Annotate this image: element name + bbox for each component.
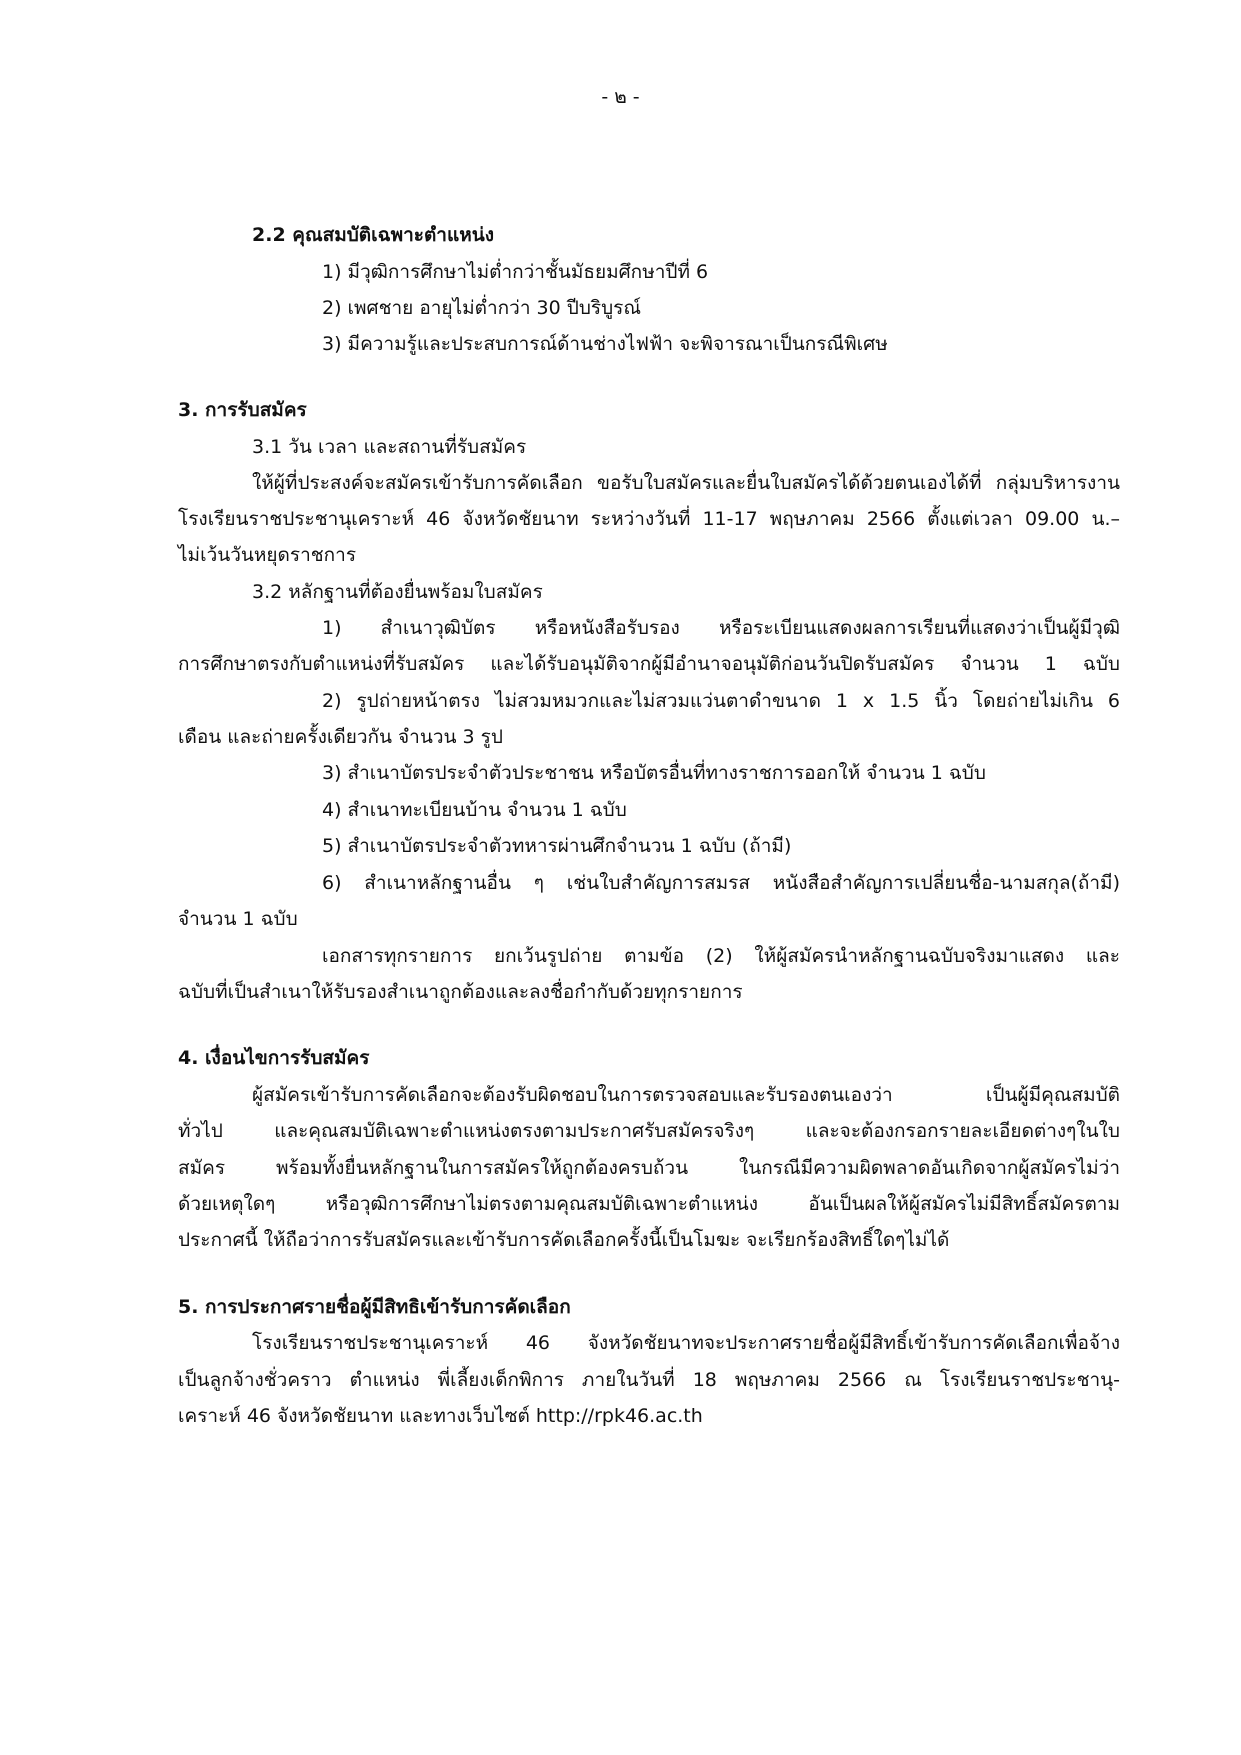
announcement-paragraph-line: เป็นลูกจ้างชั่วคราว ตำแหน่ง พี่เลี้ยงเด็กพิการ ภายในวันที่ 18 พฤษภาคม 2566 ณ โรงเรียนราชประชานุ- [178,1369,1120,1391]
document-item-6-cont: จำนวน 1 ฉบับ [178,908,298,930]
qualification-item-3: 3) มีความรู้และประสบการณ์ด้านช่างไฟฟ้า จะพิจารณาเป็นกรณีพิเศษ [322,333,888,355]
section-3-heading: 3. การรับสมัคร [178,399,307,421]
application-paragraph-line: ไม่เว้นวันหยุดราชการ [178,544,357,566]
conditions-paragraph-line: ผู้สมัครเข้ารับการคัดเลือกจะต้องรับผิดชอบในการตรวจสอบและรับรองตนเองว่า เป็นผู้มีคุณสมบัติ [252,1084,1120,1106]
announcement-paragraph-line: โรงเรียนราชประชานุเคราะห์ 46 จังหวัดชัยนาทจะประกาศรายชื่อผู้มีสิทธิ์เข้ารับการคัดเลือกเพื่อจ้าง [252,1332,1120,1354]
conditions-paragraph-line: ทั่วไป และคุณสมบัติเฉพาะตำแหน่งตรงตามประกาศรับสมัครจริงๆ และจะต้องกรอกรายละเอียดต่างๆในใบ [178,1120,1120,1142]
document-item-5: 5) สำเนาบัตรประจำตัวทหารผ่านศึกจำนวน 1 ฉบับ (ถ้ามี) [322,835,792,857]
section-2-2-heading: 2.2 คุณสมบัติเฉพาะตำแหน่ง [252,224,495,246]
document-item-2: 2) รูปถ่ายหน้าตรง ไม่สวมหมวกและไม่สวมแว่นตาดำขนาด 1 x 1.5 นิ้ว โดยถ่ายไม่เกิน 6 [322,690,1120,712]
qualification-item-2: 2) เพศชาย อายุไม่ต่ำกว่า 30 ปีบริบูรณ์ [322,297,641,319]
section-4-heading: 4. เงื่อนไขการรับสมัคร [178,1047,370,1069]
qualification-item-1: 1) มีวุฒิการศึกษาไม่ต่ำกว่าชั้นมัธยมศึกษาปีที่ 6 [322,261,709,283]
documents-note-cont: ฉบับที่เป็นสำเนาให้รับรองสำเนาถูกต้องและลงชื่อกำกับด้วยทุกรายการ [178,981,743,1003]
document-item-6: 6) สำเนาหลักฐานอื่น ๆ เช่นใบสำคัญการสมรส หนังสือสำคัญการเปลี่ยนชื่อ-นามสกุล(ถ้ามี) [322,872,1120,894]
application-paragraph-line: ให้ผู้ที่ประสงค์จะสมัครเข้ารับการคัดเลือก ขอรับใบสมัครและยื่นใบสมัครได้ด้วยตนเองได้ที่ กลุ่มบริหารงาน [252,472,1120,494]
conditions-paragraph-line: สมัคร พร้อมทั้งยื่นหลักฐานในการสมัครให้ถูกต้องครบถ้วน ในกรณีมีความผิดพลาดอันเกิดจากผู้สมัครไม่ว่า [178,1157,1120,1179]
section-3-1-heading: 3.1 วัน เวลา และสถานที่รับสมัคร [252,436,527,458]
conditions-paragraph-line: ประกาศนี้ ให้ถือว่าการรับสมัครและเข้ารับการคัดเลือกครั้งนี้เป็นโมฆะ จะเรียกร้องสิทธิ์ใดๆไม่ได้ [178,1229,950,1251]
document-item-3: 3) สำเนาบัตรประจำตัวประชาชน หรือบัตรอื่นที่ทางราชการออกให้ จำนวน 1 ฉบับ [322,762,986,784]
document-item-1-cont: การศึกษาตรงกับตำแหน่งที่รับสมัคร และได้รับอนุมัติจากผู้มีอำนาจอนุมัติก่อนวันปิดรับสมัคร จำนวน 1 ฉบับ [178,653,1120,675]
section-3-2-heading: 3.2 หลักฐานที่ต้องยื่นพร้อมใบสมัคร [252,581,543,603]
document-item-1: 1) สำเนาวุฒิบัตร หรือหนังสือรับรอง หรือระเบียนแสดงผลการเรียนที่แสดงว่าเป็นผู้มีวุฒิ [322,617,1120,639]
conditions-paragraph-line: ด้วยเหตุใดๆ หรือวุฒิการศึกษาไม่ตรงตามคุณสมบัติเฉพาะตำแหน่ง อันเป็นผลให้ผู้สมัครไม่มีสิทธิ์สมัครตาม [178,1193,1120,1215]
section-5-heading: 5. การประกาศรายชื่อผู้มีสิทธิเข้ารับการคัดเลือก [178,1296,571,1318]
page-number: - ๒ - [601,86,640,108]
application-paragraph-line: โรงเรียนราชประชานุเคราะห์ 46 จังหวัดชัยนาท ระหว่างวันที่ 11-17 พฤษภาคม 2566 ตั้งแต่เวลา 09.00 น.– [178,508,1120,530]
document-item-4: 4) สำเนาทะเบียนบ้าน จำนวน 1 ฉบับ [322,799,627,821]
document-item-2-cont: เดือน และถ่ายครั้งเดียวกัน จำนวน 3 รูป [178,726,503,748]
documents-note: เอกสารทุกรายการ ยกเว้นรูปถ่าย ตามข้อ (2) ให้ผู้สมัครนำหลักฐานฉบับจริงมาแสดง และ [322,945,1120,967]
announcement-paragraph-line: เคราะห์ 46 จังหวัดชัยนาท และทางเว็บไซต์ http://rpk46.ac.th [178,1405,703,1427]
